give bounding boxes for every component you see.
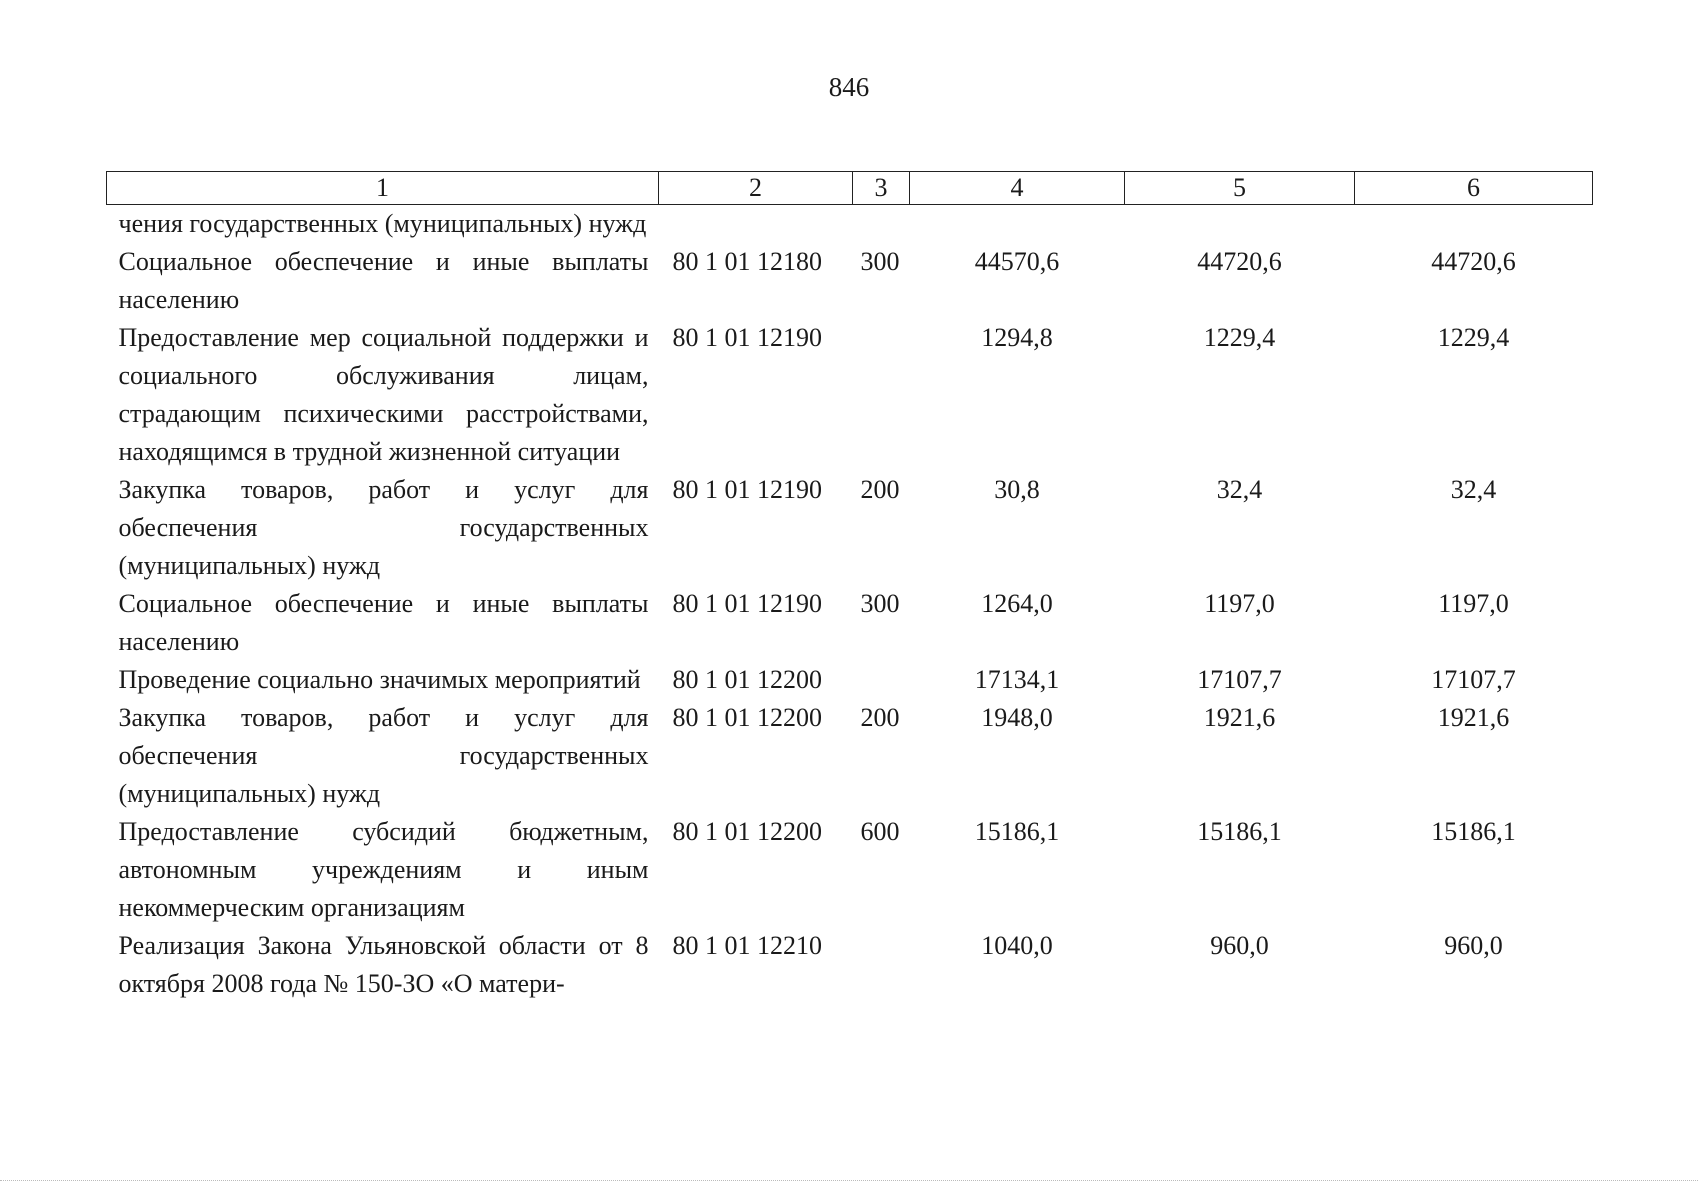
- row-value-col6: 15186,1: [1431, 817, 1516, 846]
- page-number: 846: [828, 72, 870, 102]
- row-value-col5: [1125, 205, 1355, 244]
- row-name: Предоставление субсидий бюджетным, автономным учреждениям и иным некоммерческим организациям: [118, 817, 649, 922]
- row-expense-type: 300: [860, 589, 900, 618]
- row-name: Проведение социально значимых мероприятий: [118, 665, 641, 694]
- row-code: 80 1 01 12190: [672, 475, 822, 504]
- row-name: Закупка товаров, работ и услуг для обеспечения государственных (муниципальных) нужд: [118, 475, 649, 580]
- row-value-col4: 1294,8: [981, 323, 1053, 352]
- row-code: 80 1 01 12190: [672, 323, 822, 352]
- row-value-col5: 960,0: [1210, 931, 1269, 960]
- row-value-col5: 1197,0: [1204, 589, 1275, 618]
- row-code: [659, 205, 853, 244]
- row-value-col4: 1948,0: [981, 703, 1053, 732]
- row-expense-type: 200: [860, 703, 900, 732]
- row-expense-type: [853, 927, 910, 1003]
- row-value-col4: 1264,0: [981, 589, 1053, 618]
- header-col-6: 6: [1355, 172, 1593, 205]
- table-row: [107, 699, 1593, 813]
- row-expense-type: 200: [860, 475, 900, 504]
- row-value-col4: 44570,6: [974, 247, 1060, 276]
- budget-table-container: [106, 171, 1592, 1003]
- table-row: [107, 813, 1593, 927]
- row-name: Закупка товаров, работ и услуг для обеспечения государственных (муниципальных) нужд: [118, 703, 649, 808]
- table-row: [107, 243, 1593, 319]
- row-expense-type: [853, 661, 910, 699]
- table-row: [107, 205, 1593, 244]
- row-value-col6: 1197,0: [1438, 589, 1509, 618]
- row-expense-type: [853, 205, 910, 244]
- row-value-col6: 1921,6: [1437, 703, 1510, 732]
- table-row: [107, 927, 1593, 1003]
- header-col-2: 2: [659, 172, 853, 205]
- row-value-col5: 1229,4: [1203, 323, 1276, 352]
- row-name: Социальное обеспечение и иные выплаты населению: [118, 247, 649, 314]
- row-name: Социальное обеспечение и иные выплаты населению: [118, 589, 649, 656]
- table-row: [107, 471, 1593, 585]
- row-name: Реализация Закона Ульяновской области от 8 октября 2008 года № 150-ЗО «О матери-: [118, 931, 649, 998]
- table-row: [107, 319, 1593, 471]
- row-code: 80 1 01 12180: [672, 247, 822, 276]
- table-row: [107, 585, 1593, 661]
- row-code: 80 1 01 12200: [672, 665, 822, 694]
- row-value-col6: 32,4: [1450, 475, 1497, 504]
- row-value-col6: 1229,4: [1437, 323, 1510, 352]
- row-expense-type: [853, 319, 910, 471]
- row-name: Предоставление мер социальной поддержки и социального обслуживания лицам, страдающим психическими расстройствами, находящимся в трудной жизненной ситуации: [118, 323, 649, 466]
- row-value-col4: 17134,1: [974, 665, 1060, 694]
- row-value-col6: [1355, 205, 1593, 244]
- header-col-1: 1: [107, 172, 659, 205]
- row-value-col5: 44720,6: [1197, 247, 1282, 276]
- row-value-col4: 15186,1: [974, 817, 1060, 846]
- row-value-col4: [910, 205, 1125, 244]
- row-expense-type: 300: [860, 247, 900, 276]
- row-value-col5: 1921,6: [1203, 703, 1276, 732]
- row-code: 80 1 01 12190: [672, 589, 822, 618]
- row-code: 80 1 01 12200: [672, 703, 822, 732]
- row-value-col6: 960,0: [1444, 931, 1503, 960]
- header-col-5: 5: [1125, 172, 1355, 205]
- table-body: [107, 205, 1593, 1004]
- row-name: чения государственных (муниципальных) нужд: [118, 209, 647, 238]
- row-value-col6: 17107,7: [1431, 665, 1516, 694]
- header-row: [107, 172, 1593, 205]
- row-expense-type: 600: [860, 817, 900, 846]
- row-value-col6: 44720,6: [1431, 247, 1516, 276]
- row-code: 80 1 01 12200: [672, 817, 822, 846]
- row-value-col4: 30,8: [994, 475, 1040, 504]
- row-value-col4: 1040,0: [981, 931, 1053, 960]
- row-value-col5: 17107,7: [1197, 665, 1282, 694]
- row-value-col5: 32,4: [1216, 475, 1263, 504]
- header-col-4: 4: [910, 172, 1125, 205]
- table-row: [107, 661, 1593, 699]
- header-col-3: 3: [853, 172, 910, 205]
- scan-noise-line: [0, 1180, 1698, 1182]
- row-code: 80 1 01 12210: [672, 931, 822, 960]
- budget-table: [106, 171, 1593, 1003]
- row-value-col5: 15186,1: [1197, 817, 1282, 846]
